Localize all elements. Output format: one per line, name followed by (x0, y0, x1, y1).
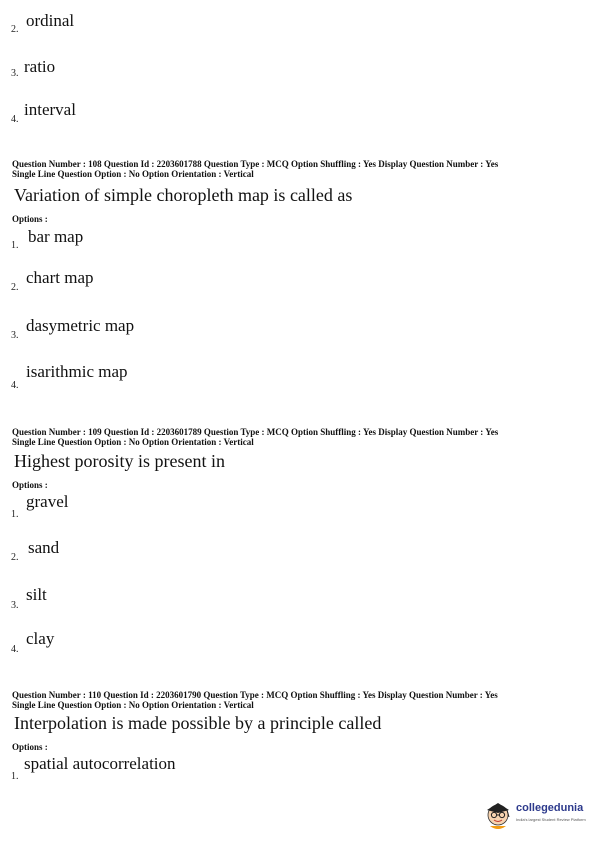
option-3 (0, 585, 595, 625)
brand-tagline: India's largest Student Review Platform (516, 817, 586, 822)
option-1 (0, 227, 595, 267)
option-text: dasymetric map (26, 316, 135, 335)
mascot-logo-icon (483, 798, 513, 830)
option-3 (0, 316, 595, 356)
option-number: 3. (11, 330, 19, 341)
option-number: 2. (11, 24, 19, 35)
options-label: Options : (12, 480, 48, 490)
option-number: 4. (11, 114, 19, 125)
question-text: Interpolation is made possible by a principle called (14, 713, 382, 733)
collegedunia-logo[interactable] (483, 798, 593, 832)
option-number: 3. (11, 68, 19, 79)
option-text: ordinal (26, 11, 75, 30)
option-number: 3. (11, 600, 19, 611)
question-meta: Question Number : 110 Question Id : 2203601790 Question Type : MCQ Option Shuffling : Yes Display Question Number : Yes Single Line Question Option : No Option Orientation : Vertical (12, 690, 498, 710)
option-text: gravel (26, 492, 69, 511)
option-text: isarithmic map (26, 362, 128, 381)
option-number: 1. (11, 771, 19, 782)
prev-option-2 (0, 10, 595, 50)
option-1 (0, 754, 595, 794)
option-text: bar map (28, 227, 84, 246)
options-label: Options : (12, 742, 48, 752)
prev-option-4 (0, 100, 595, 140)
option-text: interval (24, 100, 76, 119)
option-number: 1. (11, 509, 19, 520)
brand-name: collegedunia (516, 802, 584, 814)
option-text: chart map (26, 268, 94, 287)
option-4 (0, 361, 595, 401)
option-number: 4. (11, 380, 19, 391)
option-number: 1. (11, 240, 19, 251)
question-meta: Question Number : 108 Question Id : 2203601788 Question Type : MCQ Option Shuffling : Yes Display Question Number : Yes Single Line Question Option : No Option Orientation : Vertical (12, 159, 499, 179)
option-text: sand (28, 538, 60, 557)
option-number: 2. (11, 282, 19, 293)
question-text: Highest porosity is present in (14, 451, 225, 471)
option-2 (0, 538, 595, 578)
option-number: 4. (11, 644, 19, 655)
option-1 (0, 492, 595, 532)
option-2 (0, 268, 595, 308)
question-text: Variation of simple choropleth map is called as (14, 185, 353, 205)
option-4 (0, 629, 595, 669)
question-meta: Question Number : 109 Question Id : 2203601789 Question Type : MCQ Option Shuffling : Yes Display Question Number : Yes Single Line Question Option : No Option Orientation : Vertical (12, 427, 499, 447)
options-label: Options : (12, 214, 48, 224)
option-text: ratio (24, 57, 56, 76)
option-text: spatial autocorrelation (24, 754, 176, 773)
prev-option-3 (0, 56, 595, 96)
option-text: clay (26, 629, 55, 648)
option-text: silt (26, 585, 47, 604)
option-number: 2. (11, 552, 19, 563)
